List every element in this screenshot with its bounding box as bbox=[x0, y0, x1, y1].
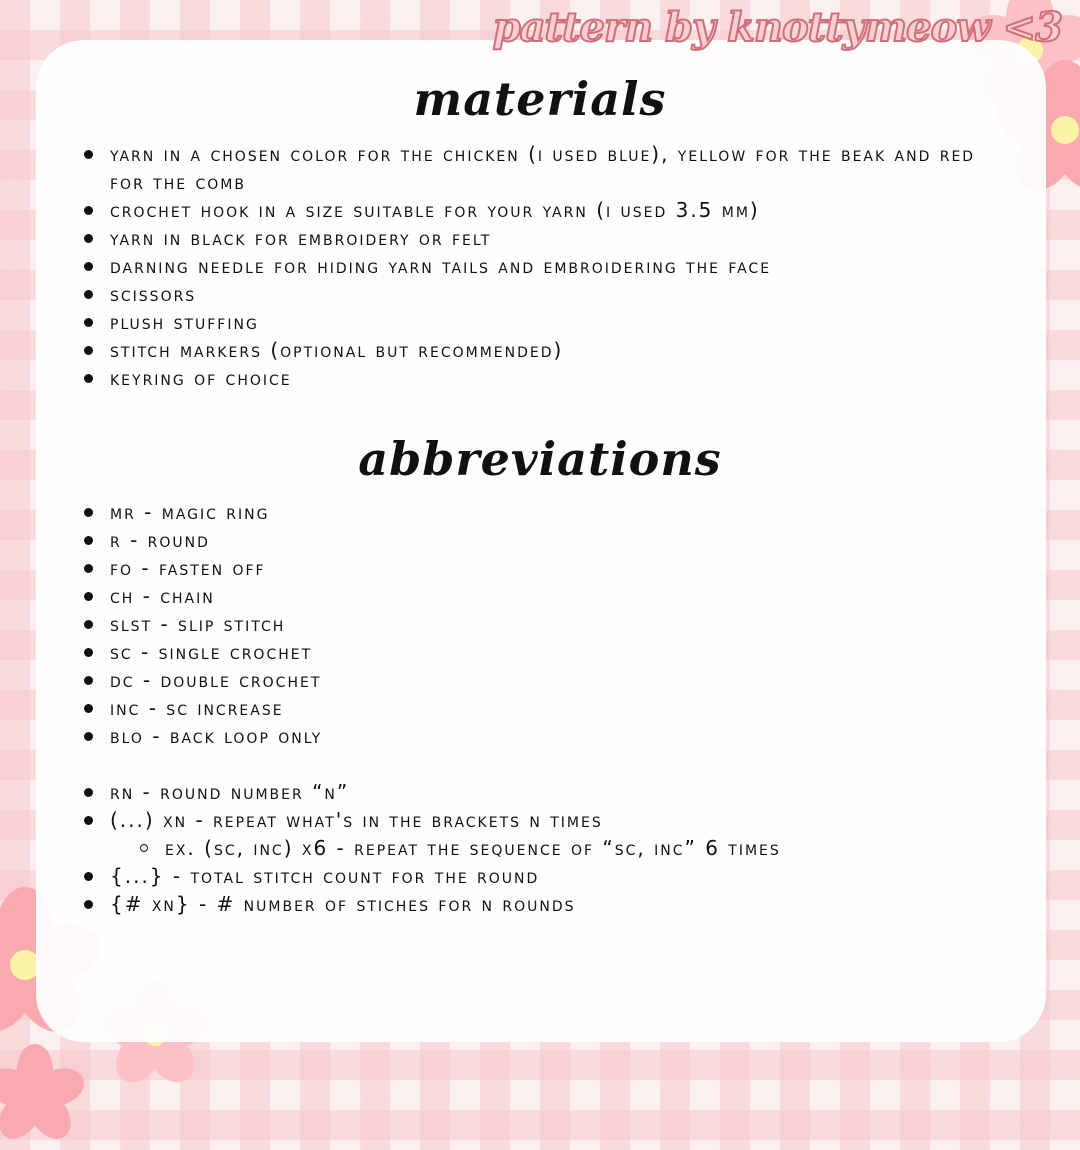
materials-list bbox=[82, 140, 1002, 392]
list-item bbox=[82, 336, 1002, 364]
list-item bbox=[82, 224, 1002, 252]
bullet-icon bbox=[84, 346, 93, 355]
list-item bbox=[82, 280, 1002, 308]
bullet-icon bbox=[84, 676, 93, 685]
hollow-bullet-icon bbox=[140, 844, 148, 852]
list-item-text: {# xn} - # number of stiches for n rounds bbox=[110, 892, 576, 916]
list-item bbox=[82, 498, 1002, 526]
list-item bbox=[82, 582, 1002, 610]
bullet-icon bbox=[84, 816, 93, 825]
list-item bbox=[82, 694, 1002, 722]
list-item-text: inc - sc increase bbox=[110, 696, 284, 720]
list-item-text: yarn in a chosen color for the chicken (i used blue), yellow for the beak and red for the comb bbox=[110, 142, 976, 194]
list-item bbox=[82, 806, 1002, 834]
list-item-text: rn - round number “n” bbox=[110, 780, 350, 804]
list-item-text: {...} - total stitch count for the round bbox=[110, 864, 540, 888]
bullet-icon bbox=[84, 872, 93, 881]
list-item-text: plush stuffing bbox=[110, 310, 259, 334]
list-item bbox=[82, 364, 1002, 392]
list-item bbox=[82, 554, 1002, 582]
list-item bbox=[82, 140, 1002, 196]
list-item bbox=[82, 722, 1002, 750]
list-item bbox=[82, 252, 1002, 280]
materials-heading: materials bbox=[413, 72, 667, 126]
list-item bbox=[82, 526, 1002, 554]
bullet-icon bbox=[84, 732, 93, 741]
list-item bbox=[82, 778, 1002, 806]
bullet-icon bbox=[84, 592, 93, 601]
bullet-icon bbox=[84, 150, 93, 159]
bullet-icon bbox=[84, 290, 93, 299]
list-item bbox=[82, 666, 1002, 694]
bullet-icon bbox=[84, 788, 93, 797]
list-item-text: ex. (sc, inc) x6 - repeat the sequence of “sc, inc” 6 times bbox=[165, 836, 781, 860]
bullet-icon bbox=[84, 620, 93, 629]
list-item bbox=[82, 862, 1002, 890]
list-item-text: blo - back loop only bbox=[110, 724, 323, 748]
list-item-text: ch - chain bbox=[110, 584, 215, 608]
bullet-icon bbox=[84, 508, 93, 517]
abbreviations-list bbox=[82, 498, 1002, 918]
list-item-text: r - round bbox=[110, 528, 210, 552]
bullet-icon bbox=[84, 900, 93, 909]
bullet-icon bbox=[84, 704, 93, 713]
list-item-text: darning needle for hiding yarn tails and embroidering the face bbox=[110, 254, 772, 278]
list-item-text: slst - slip stitch bbox=[110, 612, 286, 636]
bullet-icon bbox=[84, 536, 93, 545]
list-item-text: dc - double crochet bbox=[110, 668, 322, 692]
bullet-icon bbox=[84, 318, 93, 327]
list-item bbox=[82, 610, 1002, 638]
bullet-icon bbox=[84, 234, 93, 243]
list-item bbox=[82, 308, 1002, 336]
list-item-text: crochet hook in a size suitable for your yarn (i used 3.5 mm) bbox=[110, 198, 760, 222]
bullet-icon bbox=[84, 206, 93, 215]
list-item-text: sc - single crochet bbox=[110, 640, 313, 664]
bullet-icon bbox=[84, 648, 93, 657]
list-item bbox=[82, 638, 1002, 666]
watermark: pattern by knottymeow <3 bbox=[492, 4, 1062, 51]
bullet-icon bbox=[84, 564, 93, 573]
abbreviations-heading: abbreviations bbox=[358, 432, 722, 486]
list-item-text: yarn in black for embroidery or felt bbox=[110, 226, 492, 250]
bullet-icon bbox=[84, 374, 93, 383]
list-item bbox=[82, 196, 1002, 224]
list-subitem bbox=[82, 834, 1002, 862]
list-item-text: keyring of choice bbox=[110, 366, 292, 390]
bullet-icon bbox=[84, 262, 93, 271]
list-item-text: (...) xn - repeat what's in the brackets n times bbox=[110, 808, 603, 832]
flower-bottom-corner-icon bbox=[0, 1040, 90, 1150]
list-item-text: fo - fasten off bbox=[110, 556, 266, 580]
list-item-text: stitch markers (optional but recommended) bbox=[110, 338, 564, 362]
list-item bbox=[82, 890, 1002, 918]
list-item-text: mr - magic ring bbox=[110, 500, 270, 524]
list-item-text: scissors bbox=[110, 282, 197, 306]
